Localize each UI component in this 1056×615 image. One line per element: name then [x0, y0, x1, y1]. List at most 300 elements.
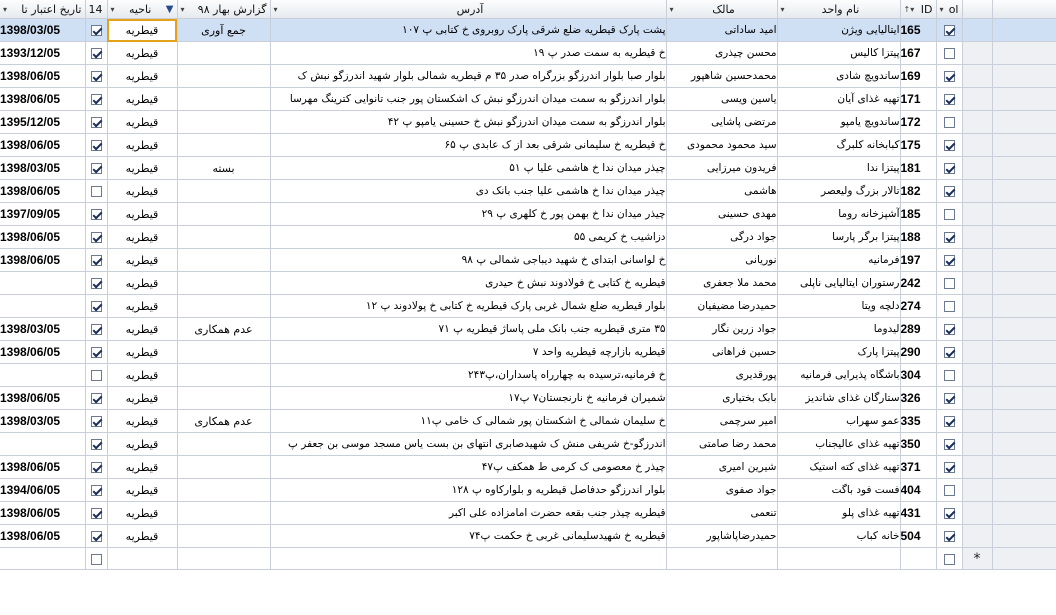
cell-id[interactable]: 169: [900, 65, 936, 88]
cell-owner[interactable]: مرتضی پاشایی: [666, 111, 777, 134]
cell-region[interactable]: قیطریه: [107, 249, 177, 272]
checkbox-ol[interactable]: [944, 416, 955, 427]
cell-spring-report[interactable]: [177, 249, 270, 272]
row-selector[interactable]: [962, 19, 992, 42]
cell-date[interactable]: 1398/06/05: [0, 65, 85, 88]
row-selector[interactable]: [962, 525, 992, 548]
checkbox-ol[interactable]: [944, 301, 955, 312]
cell-spring-report[interactable]: [177, 272, 270, 295]
cell-date[interactable]: 1398/06/05: [0, 134, 85, 157]
cell-flag[interactable]: [85, 525, 107, 548]
row-selector-header[interactable]: [962, 0, 992, 19]
column-header-owner[interactable]: ▾ مالک: [666, 0, 777, 19]
checkbox-ol[interactable]: [944, 393, 955, 404]
row-selector[interactable]: [962, 203, 992, 226]
cell-owner[interactable]: یاسین ویسی: [666, 88, 777, 111]
cell-region[interactable]: قیطریه: [107, 456, 177, 479]
row-selector[interactable]: [962, 433, 992, 456]
cell-unit-name[interactable]: عمو سهراب: [777, 410, 900, 433]
row-selector[interactable]: [962, 341, 992, 364]
cell-ol[interactable]: [936, 134, 962, 157]
cell-unit-name[interactable]: دلچه ویتا: [777, 295, 900, 318]
cell-region[interactable]: قیطریه: [107, 134, 177, 157]
cell-spring-report[interactable]: [177, 525, 270, 548]
cell-spring-report[interactable]: [177, 134, 270, 157]
cell-date[interactable]: 1398/06/05: [0, 249, 85, 272]
checkbox-ol[interactable]: [944, 439, 955, 450]
cell-ol[interactable]: [936, 203, 962, 226]
checkbox-ol[interactable]: [944, 48, 955, 59]
cell-owner[interactable]: شیرین امیری: [666, 456, 777, 479]
checkbox-flag[interactable]: [91, 416, 102, 427]
cell-id[interactable]: 172: [900, 111, 936, 134]
cell-id[interactable]: 304: [900, 364, 936, 387]
checkbox-ol[interactable]: [944, 117, 955, 128]
cell-date[interactable]: 1398/03/05: [0, 19, 85, 42]
cell-date[interactable]: [0, 295, 85, 318]
column-header-region[interactable]: ▾ ناحیه ▼: [107, 0, 177, 19]
checkbox-flag[interactable]: [91, 301, 102, 312]
cell-spring-report[interactable]: جمع آوری: [177, 19, 270, 42]
cell-address[interactable]: بلوار اندرزگو به سمت میدان اندرزگو نبش ک اشکستان پور جنب تانوایی کترینگ مهرسا: [270, 88, 666, 111]
cell-spring-report[interactable]: [177, 42, 270, 65]
cell-ol[interactable]: [936, 341, 962, 364]
cell-flag[interactable]: [85, 318, 107, 341]
cell-unit-name[interactable]: کبابخانه کلبرگ: [777, 134, 900, 157]
checkbox-ol[interactable]: [944, 347, 955, 358]
dropdown-arrow-icon[interactable]: ▾: [780, 4, 785, 14]
sort-ascending-icon[interactable]: ↑▾: [903, 4, 915, 14]
row-selector[interactable]: [962, 502, 992, 525]
cell-date[interactable]: 1398/06/05: [0, 226, 85, 249]
cell-ol[interactable]: [936, 272, 962, 295]
cell-empty[interactable]: [107, 548, 177, 570]
cell-empty[interactable]: [177, 548, 270, 570]
cell-unit-name[interactable]: باشگاه پذیرایی فرمانیه: [777, 364, 900, 387]
cell-ol[interactable]: [936, 226, 962, 249]
cell-id[interactable]: 335: [900, 410, 936, 433]
column-header-unit-name[interactable]: ▾ نام واحد: [777, 0, 900, 19]
cell-flag[interactable]: [85, 249, 107, 272]
cell-region[interactable]: قیطریه: [107, 272, 177, 295]
checkbox-ol[interactable]: [944, 186, 955, 197]
cell-address[interactable]: چیذر میدان ندا خ هاشمی علیا جنب بانک دی: [270, 180, 666, 203]
checkbox-flag[interactable]: [91, 462, 102, 473]
cell-address[interactable]: قیطریه خ کتابی خ فولادوند نبش خ حیدری: [270, 272, 666, 295]
cell-id[interactable]: 181: [900, 157, 936, 180]
checkbox-flag[interactable]: [91, 485, 102, 496]
cell-flag[interactable]: [85, 548, 107, 570]
cell-spring-report[interactable]: بسته: [177, 157, 270, 180]
new-record-selector[interactable]: [962, 548, 992, 570]
cell-flag[interactable]: [85, 295, 107, 318]
checkbox-ol[interactable]: [944, 209, 955, 220]
cell-empty[interactable]: [666, 548, 777, 570]
cell-id[interactable]: 504: [900, 525, 936, 548]
cell-id[interactable]: 197: [900, 249, 936, 272]
cell-region[interactable]: قیطریه: [107, 387, 177, 410]
cell-owner[interactable]: بابک بختیاری: [666, 387, 777, 410]
cell-unit-name[interactable]: ستارگان غذای شاندیز: [777, 387, 900, 410]
checkbox-flag[interactable]: [91, 393, 102, 404]
cell-spring-report[interactable]: [177, 364, 270, 387]
cell-flag[interactable]: [85, 111, 107, 134]
cell-region[interactable]: قیطریه: [107, 42, 177, 65]
cell-region[interactable]: قیطریه: [107, 410, 177, 433]
cell-date[interactable]: 1398/06/05: [0, 456, 85, 479]
cell-flag[interactable]: [85, 341, 107, 364]
cell-region[interactable]: قیطریه: [107, 479, 177, 502]
cell-unit-name[interactable]: تالار بزرگ ولیعصر: [777, 180, 900, 203]
cell-ol[interactable]: [936, 387, 962, 410]
cell-spring-report[interactable]: [177, 387, 270, 410]
cell-spring-report[interactable]: [177, 180, 270, 203]
checkbox-ol[interactable]: [944, 140, 955, 151]
cell-owner[interactable]: نوریانی: [666, 249, 777, 272]
checkbox-ol[interactable]: [944, 163, 955, 174]
cell-region[interactable]: قیطریه: [107, 318, 177, 341]
cell-owner[interactable]: محمد رضا صامتی: [666, 433, 777, 456]
cell-ol[interactable]: [936, 65, 962, 88]
cell-address[interactable]: پشت پارک قیطریه ضلع شرقی پارک روبروی خ کتابی پ ۱۰۷: [270, 19, 666, 42]
row-selector[interactable]: [962, 180, 992, 203]
cell-flag[interactable]: [85, 65, 107, 88]
cell-empty[interactable]: [777, 548, 900, 570]
cell-owner[interactable]: امیر سرچمی: [666, 410, 777, 433]
row-selector[interactable]: [962, 226, 992, 249]
cell-region[interactable]: قیطریه: [107, 88, 177, 111]
row-selector[interactable]: [962, 295, 992, 318]
checkbox-ol[interactable]: [944, 462, 955, 473]
row-selector[interactable]: [962, 479, 992, 502]
checkbox-flag[interactable]: [91, 48, 102, 59]
cell-spring-report[interactable]: [177, 111, 270, 134]
cell-unit-name[interactable]: آشپزخانه روما: [777, 203, 900, 226]
dropdown-arrow-icon[interactable]: ▾: [3, 4, 8, 14]
cell-id[interactable]: 242: [900, 272, 936, 295]
cell-ol[interactable]: [936, 249, 962, 272]
cell-unit-name[interactable]: پیتزا پارک: [777, 341, 900, 364]
cell-id[interactable]: 404: [900, 479, 936, 502]
cell-spring-report[interactable]: [177, 433, 270, 456]
cell-unit-name[interactable]: پیتزا برگر پارسا: [777, 226, 900, 249]
cell-id[interactable]: 289: [900, 318, 936, 341]
cell-unit-name[interactable]: فست فود باگت: [777, 479, 900, 502]
row-selector[interactable]: [962, 157, 992, 180]
cell-date[interactable]: [0, 548, 85, 570]
cell-address[interactable]: شمیران فرمانیه خ نارنجستان۷ پ۱۷: [270, 387, 666, 410]
cell-unit-name[interactable]: لیدوما: [777, 318, 900, 341]
cell-flag[interactable]: [85, 364, 107, 387]
cell-id[interactable]: 175: [900, 134, 936, 157]
cell-unit-name[interactable]: تهیه غذای آیان: [777, 88, 900, 111]
column-header-ol[interactable]: ▾ ol: [936, 0, 962, 19]
checkbox-ol[interactable]: [944, 531, 955, 542]
cell-id[interactable]: 182: [900, 180, 936, 203]
cell-spring-report[interactable]: [177, 226, 270, 249]
cell-region[interactable]: قیطریه: [107, 433, 177, 456]
cell-region[interactable]: قیطریه: [107, 65, 177, 88]
cell-region[interactable]: قیطریه: [107, 157, 177, 180]
checkbox-ol[interactable]: [944, 71, 955, 82]
checkbox-flag[interactable]: [91, 232, 102, 243]
cell-date[interactable]: 1398/06/05: [0, 502, 85, 525]
cell-address[interactable]: بلوار قیطریه ضلع شمال غربی پارک قیطریه خ کتابی خ پولادوند پ ۱۲: [270, 295, 666, 318]
cell-unit-name[interactable]: ایتالیایی ویژن: [777, 19, 900, 42]
cell-empty[interactable]: [270, 548, 666, 570]
checkbox-flag[interactable]: [91, 554, 102, 565]
cell-owner[interactable]: حمیدرضاپاشاپور: [666, 525, 777, 548]
checkbox-ol[interactable]: [944, 25, 955, 36]
cell-address[interactable]: دزاشیب خ کریمی ۵۵: [270, 226, 666, 249]
cell-ol[interactable]: [936, 111, 962, 134]
cell-address[interactable]: چیذر میدان ندا خ هاشمی علیا پ ۵۱: [270, 157, 666, 180]
cell-unit-name[interactable]: ساندویچ یامپو: [777, 111, 900, 134]
cell-spring-report[interactable]: [177, 295, 270, 318]
checkbox-flag[interactable]: [91, 209, 102, 220]
cell-flag[interactable]: [85, 226, 107, 249]
cell-flag[interactable]: [85, 180, 107, 203]
cell-address[interactable]: ۳۵ متری قیطریه جنب بانک ملی پاساژ قیطریه پ ۷۱: [270, 318, 666, 341]
cell-ol[interactable]: [936, 157, 962, 180]
checkbox-flag[interactable]: [91, 370, 102, 381]
cell-address[interactable]: خ قیطریه به سمت صدر پ ۱۹: [270, 42, 666, 65]
checkbox-flag[interactable]: [91, 347, 102, 358]
cell-region[interactable]: قیطریه: [107, 19, 177, 42]
cell-spring-report[interactable]: [177, 456, 270, 479]
cell-flag[interactable]: [85, 456, 107, 479]
cell-address[interactable]: قیطریه خ شهیدسلیمانی غربی خ حکمت پ۷۴: [270, 525, 666, 548]
row-selector[interactable]: [962, 410, 992, 433]
cell-ol[interactable]: [936, 19, 962, 42]
cell-owner[interactable]: حسین فراهانی: [666, 341, 777, 364]
cell-ol[interactable]: [936, 88, 962, 111]
cell-ol[interactable]: [936, 295, 962, 318]
checkbox-flag[interactable]: [91, 508, 102, 519]
row-selector[interactable]: [962, 387, 992, 410]
cell-flag[interactable]: [85, 42, 107, 65]
cell-spring-report[interactable]: [177, 88, 270, 111]
cell-owner[interactable]: محمدحسین شاهپور: [666, 65, 777, 88]
cell-id[interactable]: 326: [900, 387, 936, 410]
checkbox-flag[interactable]: [91, 71, 102, 82]
checkbox-flag[interactable]: [91, 531, 102, 542]
cell-unit-name[interactable]: پیتزا کالیس: [777, 42, 900, 65]
cell-date[interactable]: [0, 272, 85, 295]
cell-flag[interactable]: [85, 134, 107, 157]
checkbox-ol[interactable]: [944, 370, 955, 381]
checkbox-flag[interactable]: [91, 163, 102, 174]
cell-date[interactable]: 1398/06/05: [0, 341, 85, 364]
checkbox-flag[interactable]: [91, 255, 102, 266]
cell-spring-report[interactable]: عدم همکاری: [177, 318, 270, 341]
cell-date[interactable]: [0, 364, 85, 387]
row-selector[interactable]: [962, 42, 992, 65]
dropdown-arrow-icon[interactable]: ▾: [669, 4, 674, 14]
cell-spring-report[interactable]: [177, 341, 270, 364]
cell-id[interactable]: 171: [900, 88, 936, 111]
cell-owner[interactable]: هاشمی: [666, 180, 777, 203]
cell-unit-name[interactable]: تهیه غذای کته استیک: [777, 456, 900, 479]
cell-owner[interactable]: فریدون میرزایی: [666, 157, 777, 180]
cell-unit-name[interactable]: تهیه غذای عالیجناب: [777, 433, 900, 456]
cell-region[interactable]: قیطریه: [107, 502, 177, 525]
cell-region[interactable]: قیطریه: [107, 180, 177, 203]
cell-address[interactable]: بلوار اندرزگو به سمت میدان اندرزگو نبش خ حسینی یامپو پ ۴۲: [270, 111, 666, 134]
cell-owner[interactable]: جواد زرین نگار: [666, 318, 777, 341]
checkbox-flag[interactable]: [91, 117, 102, 128]
cell-id[interactable]: 165: [900, 19, 936, 42]
cell-region[interactable]: قیطریه: [107, 111, 177, 134]
cell-owner[interactable]: سید محمود محمودی: [666, 134, 777, 157]
cell-spring-report[interactable]: [177, 479, 270, 502]
cell-flag[interactable]: [85, 433, 107, 456]
cell-ol[interactable]: [936, 479, 962, 502]
cell-owner[interactable]: جواد صفوی: [666, 479, 777, 502]
cell-id[interactable]: 371: [900, 456, 936, 479]
cell-address[interactable]: بلوار اندرزگو حدفاصل قیطریه و بلوارکاوه پ ۱۲۸: [270, 479, 666, 502]
dropdown-arrow-icon[interactable]: ▾: [939, 4, 944, 14]
cell-ol[interactable]: [936, 502, 962, 525]
cell-ol[interactable]: [936, 410, 962, 433]
cell-unit-name[interactable]: پیتزا ندا: [777, 157, 900, 180]
cell-owner[interactable]: محمد ملا جعفری: [666, 272, 777, 295]
cell-flag[interactable]: [85, 502, 107, 525]
row-selector[interactable]: [962, 364, 992, 387]
cell-flag[interactable]: [85, 157, 107, 180]
cell-id[interactable]: 431: [900, 502, 936, 525]
checkbox-ol[interactable]: [944, 485, 955, 496]
checkbox-ol[interactable]: [944, 324, 955, 335]
cell-owner[interactable]: پورقدیری: [666, 364, 777, 387]
cell-address[interactable]: قیطریه بازارچه قیطریه واحد ۷: [270, 341, 666, 364]
cell-date[interactable]: 1398/03/05: [0, 410, 85, 433]
checkbox-flag[interactable]: [91, 186, 102, 197]
cell-unit-name[interactable]: ساندویچ شادی: [777, 65, 900, 88]
checkbox-flag[interactable]: [91, 25, 102, 36]
cell-date[interactable]: 1398/03/05: [0, 157, 85, 180]
checkbox-ol[interactable]: [944, 94, 955, 105]
cell-date[interactable]: 1397/09/05: [0, 203, 85, 226]
cell-date[interactable]: 1398/06/05: [0, 88, 85, 111]
cell-ol[interactable]: [936, 42, 962, 65]
row-selector[interactable]: [962, 65, 992, 88]
cell-spring-report[interactable]: [177, 203, 270, 226]
checkbox-ol[interactable]: [944, 232, 955, 243]
cell-date[interactable]: 1395/12/05: [0, 111, 85, 134]
cell-unit-name[interactable]: خانه کباب: [777, 525, 900, 548]
cell-region[interactable]: قیطریه: [107, 525, 177, 548]
row-selector[interactable]: [962, 249, 992, 272]
dropdown-arrow-icon[interactable]: ▾: [110, 4, 115, 14]
cell-address[interactable]: خ فرمانیه،ترسیده به چهارراه پاسداران،پ۲۴۳: [270, 364, 666, 387]
dropdown-arrow-icon[interactable]: ▾: [180, 4, 185, 14]
cell-region[interactable]: قیطریه: [107, 226, 177, 249]
checkbox-flag[interactable]: [91, 140, 102, 151]
cell-owner[interactable]: امید ساداتی: [666, 19, 777, 42]
cell-ol[interactable]: [936, 433, 962, 456]
cell-flag[interactable]: [85, 479, 107, 502]
cell-ol[interactable]: [936, 548, 962, 570]
row-selector[interactable]: [962, 111, 992, 134]
cell-address[interactable]: چیذر میدان ندا خ بهمن پور خ کلهری پ ۲۹: [270, 203, 666, 226]
cell-id[interactable]: 274: [900, 295, 936, 318]
cell-date[interactable]: 1398/06/05: [0, 180, 85, 203]
cell-date[interactable]: 1398/06/05: [0, 387, 85, 410]
cell-owner[interactable]: حمیدرضا مضیفیان: [666, 295, 777, 318]
cell-address[interactable]: قیطریه چیذر جنب بقعه حضرت امامزاده علی اکبر: [270, 502, 666, 525]
cell-flag[interactable]: [85, 19, 107, 42]
cell-owner[interactable]: محسن چیذری: [666, 42, 777, 65]
cell-unit-name[interactable]: تهیه غذای پلو: [777, 502, 900, 525]
cell-address[interactable]: خ سلیمان شمالی خ اشکستان پور شمالی ک خامی پ۱۱: [270, 410, 666, 433]
cell-region[interactable]: قیطریه: [107, 295, 177, 318]
cell-region[interactable]: قیطریه: [107, 364, 177, 387]
cell-address[interactable]: خ قیطریه خ سلیمانی شرقی بعد از ک عابدی پ ۶۵: [270, 134, 666, 157]
column-header-spring-report[interactable]: ▾ گزارش بهار ۹۸: [177, 0, 270, 19]
cell-empty[interactable]: [900, 548, 936, 570]
checkbox-ol[interactable]: [944, 255, 955, 266]
cell-ol[interactable]: [936, 364, 962, 387]
checkbox-ol[interactable]: [944, 508, 955, 519]
cell-address[interactable]: خ لواسانی ابتدای خ شهید دیباجی شمالی پ ۹۸: [270, 249, 666, 272]
cell-flag[interactable]: [85, 272, 107, 295]
column-header-date[interactable]: ▾ تاریخ اعتبار تا: [0, 0, 85, 19]
row-selector[interactable]: [962, 456, 992, 479]
cell-flag[interactable]: [85, 410, 107, 433]
cell-date[interactable]: 1394/06/05: [0, 479, 85, 502]
checkbox-flag[interactable]: [91, 439, 102, 450]
cell-unit-name[interactable]: فرمانیه: [777, 249, 900, 272]
cell-region[interactable]: قیطریه: [107, 341, 177, 364]
column-header-id[interactable]: ↑▾ ID: [900, 0, 936, 19]
column-header-flag[interactable]: 14: [85, 0, 107, 19]
cell-unit-name[interactable]: رستوران ایتالیایی ناپلی: [777, 272, 900, 295]
cell-flag[interactable]: [85, 203, 107, 226]
column-header-address[interactable]: ▾ آدرس: [270, 0, 666, 19]
cell-date[interactable]: 1393/12/05: [0, 42, 85, 65]
cell-date[interactable]: [0, 433, 85, 456]
cell-id[interactable]: 167: [900, 42, 936, 65]
row-selector[interactable]: [962, 134, 992, 157]
row-selector[interactable]: [962, 272, 992, 295]
cell-ol[interactable]: [936, 525, 962, 548]
checkbox-flag[interactable]: [91, 94, 102, 105]
cell-address[interactable]: اندرزگو-خ شریفی منش ک شهیدصابری انتهای بن بست یاس مسجد موسی بن جعفر پ: [270, 433, 666, 456]
row-selector[interactable]: [962, 318, 992, 341]
cell-ol[interactable]: [936, 318, 962, 341]
cell-id[interactable]: 188: [900, 226, 936, 249]
checkbox-ol[interactable]: [944, 278, 955, 289]
cell-address[interactable]: چیذر خ معصومی ک کرمی ط همکف پ۴۷: [270, 456, 666, 479]
cell-ol[interactable]: [936, 456, 962, 479]
cell-owner[interactable]: تنعمی: [666, 502, 777, 525]
cell-owner[interactable]: مهدی حسینی: [666, 203, 777, 226]
cell-spring-report[interactable]: [177, 502, 270, 525]
cell-id[interactable]: 290: [900, 341, 936, 364]
cell-id[interactable]: 185: [900, 203, 936, 226]
cell-ol[interactable]: [936, 180, 962, 203]
cell-flag[interactable]: [85, 88, 107, 111]
cell-spring-report[interactable]: عدم همکاری: [177, 410, 270, 433]
checkbox-ol[interactable]: [944, 554, 955, 565]
checkbox-flag[interactable]: [91, 324, 102, 335]
cell-date[interactable]: 1398/06/05: [0, 525, 85, 548]
checkbox-flag[interactable]: [91, 278, 102, 289]
cell-region[interactable]: قیطریه: [107, 203, 177, 226]
cell-spring-report[interactable]: [177, 65, 270, 88]
cell-address[interactable]: بلوار صبا بلوار اندرزگو بزرگراه صدر ۳۵ م قیطریه شمالی بلوار شهید اندرزگو نبش ک: [270, 65, 666, 88]
